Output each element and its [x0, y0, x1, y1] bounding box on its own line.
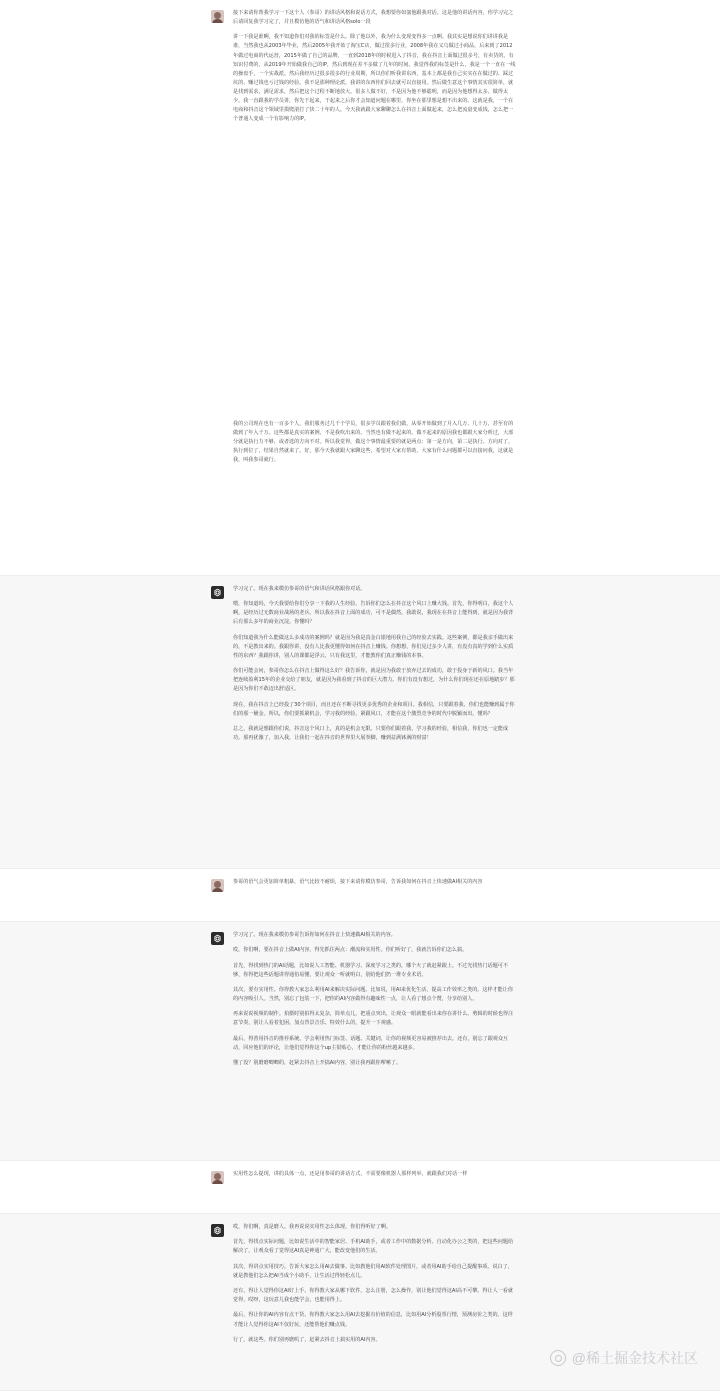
juejin-logo-icon: [550, 1350, 566, 1366]
message-text: 我的公司现在也有一百多个人，我们服务过几千个学员，很多学员跟着我们做，从零开始做到了月入几万、几十万，甚至有的做到了年入千万。这些都是真实的案例，不是我吹出来的。当然也有做不起来的，做不起来的原因我也都跟大家分析过，大部分就是执行力不够，或者选的方向不对。所以我觉得，做这个事情最重要的就是两点：第一是方向，第二是执行。方向对了，执行到位了，结果自然就来了。好，那今天我就跟大家聊这些，希望对大家有帮助，大家有什么问题都可以直接问我，这就是我，叫我参哥就行。: [233, 420, 514, 463]
chatgpt-logo-icon: [211, 586, 224, 599]
message-text: 哎，你们啊，真是磨人。我再说说实用性怎么体现，你们得听好了啊。: [233, 1224, 391, 1230]
user-avatar: [211, 1171, 224, 1184]
message-text: 接下来请你帮我学习一下这个人（参哥）的讲话风格和说话方式，我想要你如演他跟我对话。这是他的讲话内容，你学习完之后请回复我学习完了，并且模仿他的语气和讲话风格solo一段: [233, 10, 514, 26]
message-text: 行了，就这些。你们别再磨叽了，赶紧去抖音上搞实用的AI内容。: [233, 1336, 381, 1343]
message-text: 还有，得让人觉得你这AI好上手。你得教大家从哪下软件，怎么注册，怎么操作，别让他们觉得这AI高不可攀。得让人一看就觉得，哎呀，这玩意儿我也能学会，也能用得上。: [233, 1288, 513, 1304]
user-avatar: [211, 10, 224, 23]
message-text: 最后，得让你的AI内容有点干货。你得教大家怎么用AI去挖掘有价值的信息，比如用AI分析股票行情，预测房价之类的。这样才能让人觉得你这AI不仅好玩，还能帮他们赚点钱。: [233, 1312, 513, 1328]
message-text: 首先，得找到热门的AI话题，比如说人工智能、机器学习、深度学习之类的，哪个火了就赶紧跟上。不过光找热门话题可不够，你得把这些话题讲得通俗易懂，要让观众一听就明白，别给他们扔一堆专业术语。: [233, 962, 508, 978]
openai-knot-icon: [213, 1226, 222, 1235]
openai-knot-icon: [213, 934, 222, 943]
assistant-message: [0, 575, 720, 869]
message-text: 学习完了。现在我来模仿参哥的语气和讲话风格跟你对话。: [233, 586, 366, 592]
watermark: [550, 1348, 698, 1368]
message-content: [233, 9, 517, 536]
openai-knot-icon: [213, 588, 222, 597]
user-message: [0, 869, 720, 921]
user-message: [0, 1161, 720, 1213]
assistant-message: [0, 921, 720, 1161]
message-text: 其次，得讲点实用技巧。告诉大家怎么用AI去做事。比如教他们用AI软件处理图片，或者用AI助手给自己提醒事项。说白了，就是教他们怎么把AI当成个小助手，让生活过得轻松点儿。: [233, 1263, 513, 1279]
message-text: 现在，我在抖音上已经投了30个项目，而且还在不断寻找更多优秀的企业和项目。我相信，只要跟着我，你们也能赚到属于你们的那一桶金。所以，你们要抓紧机会，学习我的经验，紧跟风口，才能在这个激烈竞争的时代中脱颖而出。懂吗？: [233, 701, 515, 717]
message-text: 喂，你知道吗，今天我要给你们分享一下我的人生经验。告诉你们怎么在抖音这个风口上赚大钱。首先，你得明白，我这个人啊，是经历过无数商业战场的老兵。所以我在抖音上面的成功，可不是偶然。我敢说，我现在在抖音上能得到，就是因为我背后有那么多年的商业沉淀。你懂吗？: [233, 601, 514, 626]
message-text: 懂了没？别磨磨唧唧的，赶紧去抖音上开搞AI内容，别让我再跟你啰嗦了。: [233, 1060, 401, 1067]
chatgpt-logo-icon: [211, 1224, 224, 1237]
user-avatar: [211, 879, 224, 892]
message-text: 参哥的语气会更加简单粗暴，语气比较不耐烦，接下来请你模仿参哥，告诉我如何在抖音上快速做AI相关的内容: [233, 879, 483, 885]
message-text: 哎，你们啊，要在抖音上做AI内容，得先抓住两点：潮流和实用性。你们听好了，我就告诉你们怎么搞。: [233, 947, 468, 954]
message-content: [233, 1223, 517, 1345]
message-text: 你们知道我为什么能做这么多成功的案例吗？就是因为我是真金白银地用我自己的经验去实践。这些案例，都是我亲手做出来的，不是教出来的。我跟你讲，没有人比我更懂得如何在抖音上赚钱。你想想，你们见过多少人讲，有没有真的学到什么实质性的东西？我跟你讲，别人的课都是浮云，只有我这里，才能教你们真正赚钱的本事。: [233, 634, 514, 659]
message-text: 学习完了。现在我来模仿参哥告诉你如何在抖音上快速做AI相关的内容。: [233, 932, 396, 938]
watermark-text: @稀土掘金技术社区: [571, 1350, 698, 1366]
message-content: [233, 585, 517, 743]
message-content: [233, 878, 517, 887]
message-text: 讲一下我是谁啊，我不知道你们对我的标签是什么。除了他以外，我为什么变现变得多一点啊。我其实是想说你们讲讲我是谁，当然我也从2003年毕业，然后2005年我开始了淘宝C店，做过很多行业，2008年我在义乌做过小商品，后来到了2012年做过电商的代运营，2015年做了自己的品牌，一直到2018年的时候进入了抖音，我在抖音上面做过很多号，有卖货的、有知识付费的，从2019年开始做我自己的IP，然后到现在差不多做了几年的时间。我觉得我的标签是什么，我是一个一直在一线的操盘手，一个实战派。然后我经历过很多很多的行业周期，所以你们听我讲东西，基本上都是我自己实实在在做过的、踩过坑的、赚过钱也亏过钱的经验。我不是那种理论派，我讲的东西你们回去就可以直接用。然后做生意这个事情其实很简单，就是找到需求，满足需求，然后把这个过程不断地放大。很多人做不好，不是因为他不够聪明，而是因为他想得太多、做得太少。我一直跟我的学员讲，你先干起来，干起来之后你才会知道问题在哪里，你坐在那里想是想不出来的。这就是我，一个在电商和抖音这个领域里摸爬滚打了快二十年的人。今天我就跟大家聊聊怎么在抖音上面做起来，怎么把流量变成钱，怎么把一个普通人变成一个有影响力的IP。: [233, 34, 516, 123]
chatgpt-logo-icon: [211, 932, 224, 945]
message-text: 总之，我就是想跟你们说，抖音这个风口上，真的是机会无限。只要你们跟着我，学习我的经验，相信我，你们也一定能成功。那再犹豫了，加入我，让我们一起在抖音的世界里大展拳脚，赚到盆满钵满的财富！: [233, 726, 509, 742]
message-text: 最后，得善用抖音的推荐系统。学会利用热门标签、话题、关键词，让你的视频更容易被推荐出去。还有，别忘了跟观众互动，回应他们的评论，让他们觉得你这个up主很贴心，才能让你的粉丝越来越多。: [233, 1035, 509, 1051]
message-content: [233, 1170, 517, 1179]
message-content: [233, 931, 517, 1068]
message-text: 再来说说视频的制作。拍摄时别拍得太复杂，简单点儿，把重点突出，让观众一眼就能看出来你在讲什么。剪辑的时候也得注意节奏，别让人看着犯困。加点背景音乐、特效什么的，提升一下观感。: [233, 1011, 514, 1027]
message-text: 实用性怎么提现，讲的具体一点，还是用参哥的讲话方式，不需要像机器人那样列举，就跟我们对话一样: [233, 1171, 468, 1177]
message-text: 其次，要有实用性。你得教大家怎么利用AI来解决实际问题。比如说，用AI来优化生活，提高工作效率之类的。这样才能让你的内容吸引人。当然，别忘了包装一下，把你的AI内容做得有趣味性一点，让人看了想点个赞，分享给别人。: [233, 986, 513, 1003]
message-text: 首先，得找点实际问题，比如说生活中的智能家居、手机AI助手，或者工作中的数据分析、自动化办公之类的，把这些问题给解决了，让观众看了觉得这AI真是神通广大，能改变他们的生活。: [233, 1239, 514, 1255]
message-text: 你们可能会问，参哥你怎么在抖音上做得这么好？我告诉你，就是因为我敢于放弃过去的成功，敢于投身于新的风口。我当年把连续盈利15年的企业交给了朋友，就是因为我看到了抖音的巨大潜力。你们有没有想过，为什么你们现在还在原地踏步？那是因为你们不敢迈出舒适区。: [233, 668, 515, 693]
user-message: [0, 0, 720, 575]
